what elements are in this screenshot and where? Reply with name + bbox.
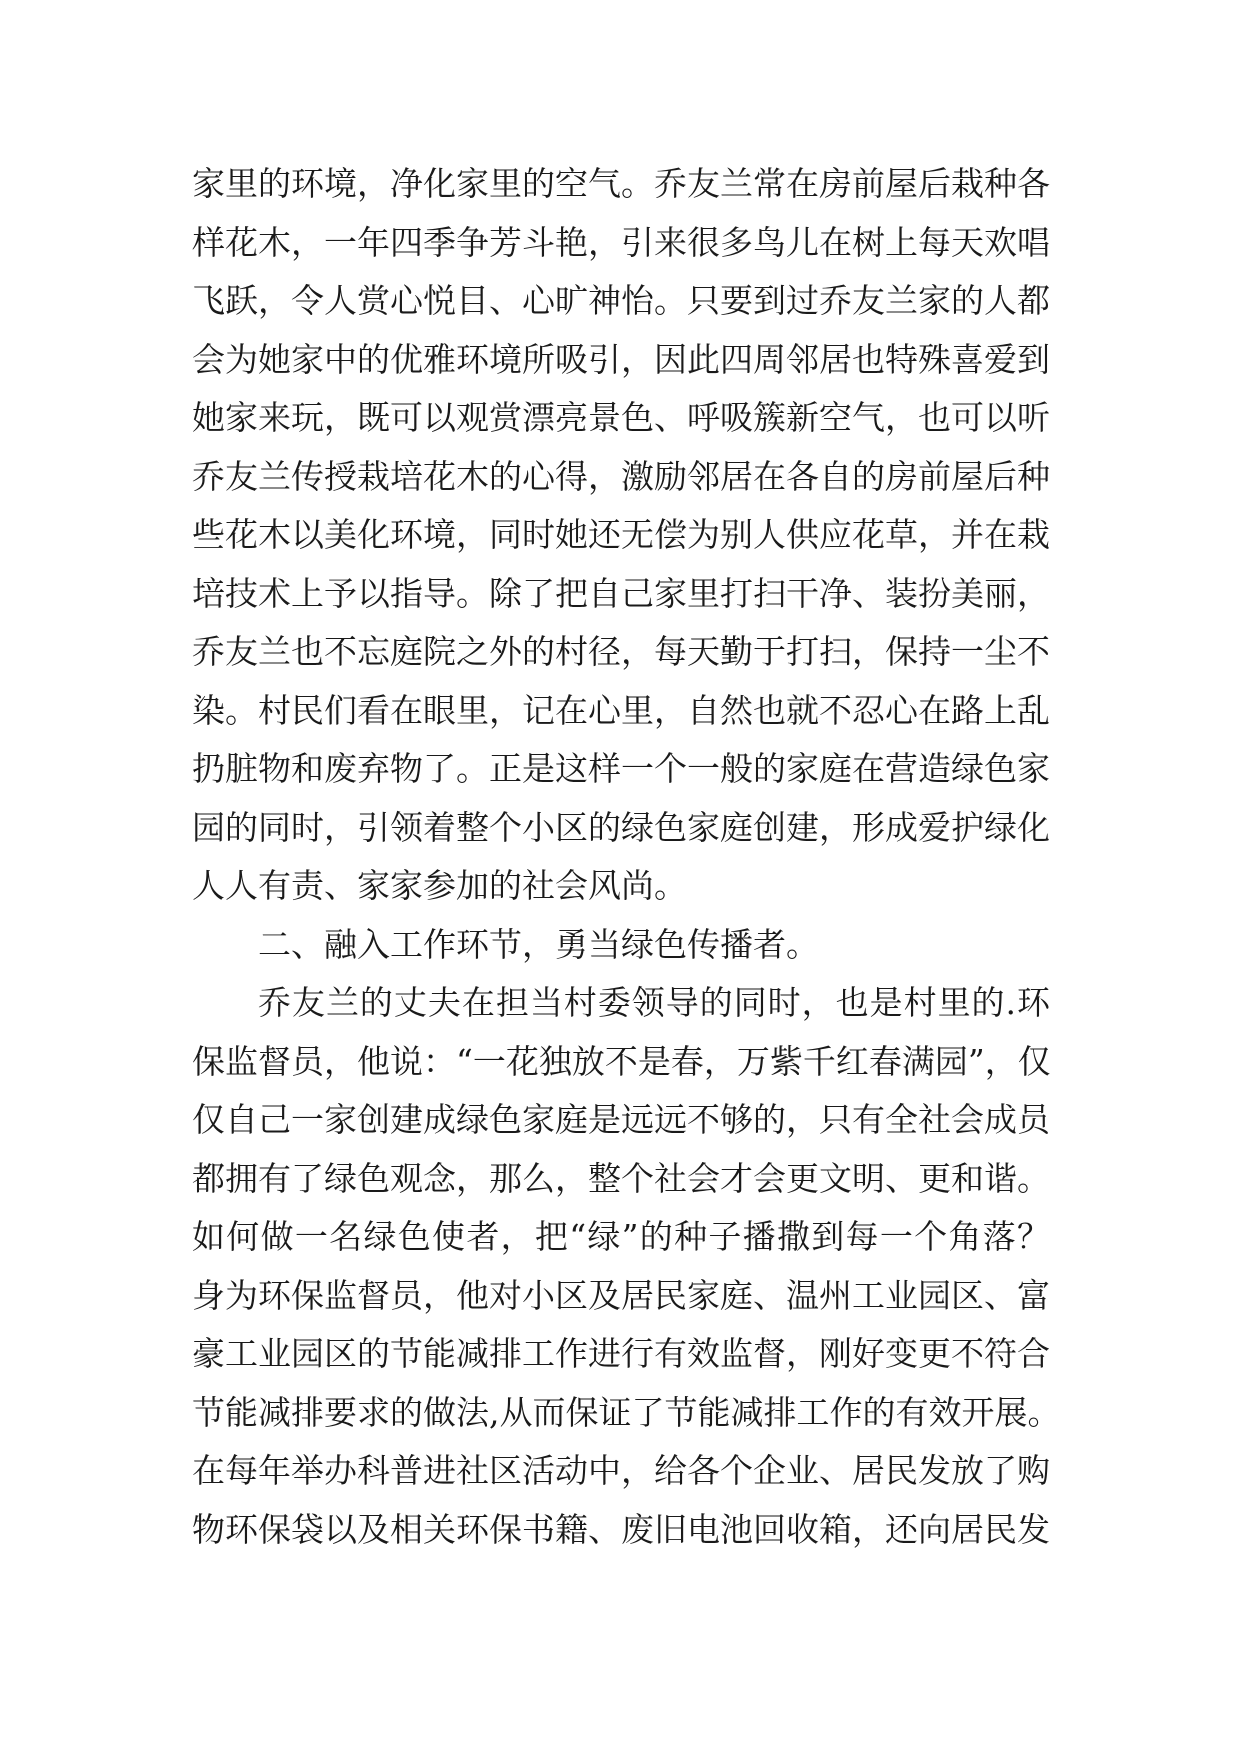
text-line: 乔友兰也不忘庭院之外的村径，每天勤于打扫，保持一尘不 [192,632,1050,671]
text-line: 染。村民们看在眼里，记在心里，自然也就不忍心在路上乱 [192,690,1050,730]
text-line: 在每年举办科普进社区活动中，给各个企业、居民发放了购 [192,1451,1050,1490]
text-line: 园的同时，引领着整个小区的绿色家庭创建，形成爱护绿化 [192,807,1050,847]
text-line: 她家来玩，既可以观赏漂亮景色、呼吸簇新空气，也可以听 [192,398,1050,437]
text-line: 扔脏物和废弃物了。正是这样一个一般的家庭在营造绿色家 [192,749,1050,788]
paragraph-end-line: 人人有责、家家参加的社会风尚。 [192,866,687,905]
text-line: 会为她家中的优雅环境所吸引，因此四周邻居也特殊喜爱到 [192,339,1050,379]
text-line: 物环保袋以及相关环保书籍、废旧电池回收箱，还向居民发 [192,1509,1050,1549]
text-line: 乔友兰传授栽培花木的心得，激励邻居在各自的房前屋后种 [192,456,1050,496]
text-line: 保监督员，他说：“一花独放不是春，万紫千红春满园”，仅 [192,1041,1051,1081]
text-line: 节能减排要求的做法,从而保证了节能减排工作的有效开展。 [192,1392,1061,1432]
text-line: 培技术上予以指导。除了把自己家里打扫干净、装扮美丽， [192,573,1050,613]
paragraph-start-line: 乔友兰的丈夫在担当村委领导的同时，也是村里的.环 [258,983,1050,1022]
text-line: 飞跃，令人赏心悦目、心旷神怡。只要到过乔友兰家的人都 [192,281,1050,320]
text-line: 些花木以美化环境，同时她还无偿为别人供应花草，并在栽 [192,515,1050,554]
text-line: 身为环保监督员，他对小区及居民家庭、温州工业园区、富 [192,1275,1050,1315]
text-line: 仅自己一家创建成绿色家庭是远远不够的，只有全社会成员 [192,1100,1050,1139]
text-line: 如何做一名绿色使者，把“绿”的种子播撒到每一个角落？ [192,1217,1050,1256]
text-line: 都拥有了绿色观念，那么，整个社会才会更文明、更和谐。 [192,1158,1050,1198]
section-heading: 二、融入工作环节，勇当绿色传播者。 [258,924,819,964]
text-line: 样花木，一年四季争芳斗艳，引来很多鸟儿在树上每天欢唱 [192,222,1050,262]
body-text [192,155,1061,1559]
text-line: 家里的环境，净化家里的空气。乔友兰常在房前屋后栽种各 [192,164,1050,203]
text-line: 豪工业园区的节能减排工作进行有效监督，刚好变更不符合 [192,1334,1050,1373]
